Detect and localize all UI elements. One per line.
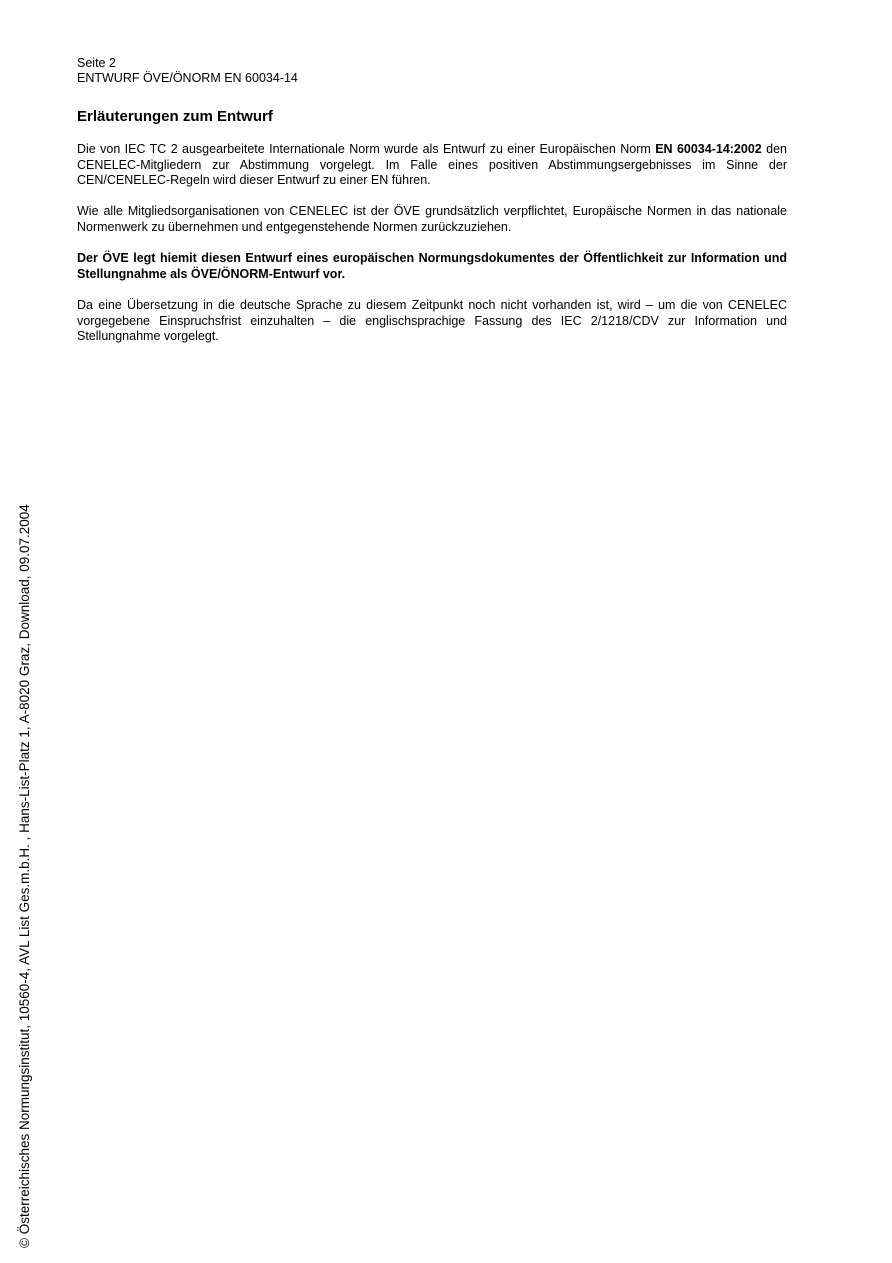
page-header: [77, 56, 298, 86]
standard-reference: EN 60034-14:2002: [655, 142, 762, 156]
section-title: Erläuterungen zum Entwurf: [77, 108, 273, 125]
paragraph-4: Da eine Übersetzung in die deutsche Sprache zu diesem Zeitpunkt noch nicht vorhanden ist, wird – um die von CENELEC vorgegebene Einspruchsfrist einzuhalten – die englischsprachige Fassung des IEC 2/1218/CDV zur Information und Stellungnahme vorgelegt.: [77, 297, 787, 344]
document-body: [77, 142, 787, 360]
paragraph-1-text-a: Die von IEC TC 2 ausgearbeitete Internationale Norm wurde als Entwurf zu einer Europäischen Norm: [77, 142, 656, 156]
paragraph-1: [77, 142, 787, 189]
paragraph-3-bold: Der ÖVE legt hiemit diesen Entwurf eines europäischen Normungsdokumentes der Öffentlichkeit zur Information und Stellungnahme als ÖVE/ÖNORM-Entwurf vor.: [77, 251, 787, 281]
document-designation: ENTWURF ÖVE/ÖNORM EN 60034-14: [77, 71, 298, 85]
paragraph-1-text-b: den CENELEC-Mitgliedern zur Abstimmung vorgelegt. Im Falle eines positiven Abstimmungsergebnisses im Sinne der CEN/CENELEC-Regeln wird dieser Entwurf zu einer EN führen.: [77, 142, 787, 188]
paragraph-2: Wie alle Mitgliedsorganisationen von CENELEC ist der ÖVE grundsätzlich verpflichtet, Europäische Normen in das nationale Normenwerk zu übernehmen und entgegenstehende Normen zurückzuziehen.: [77, 204, 787, 234]
page-number-label: Seite 2: [77, 56, 116, 70]
copyright-sidebar: © Österreichisches Normungsinstitut, 10560-4, AVL List Ges.m.b.H. , Hans-List-Platz 1, A-8020 Graz, Download, 09.07.2004: [17, 504, 32, 1248]
